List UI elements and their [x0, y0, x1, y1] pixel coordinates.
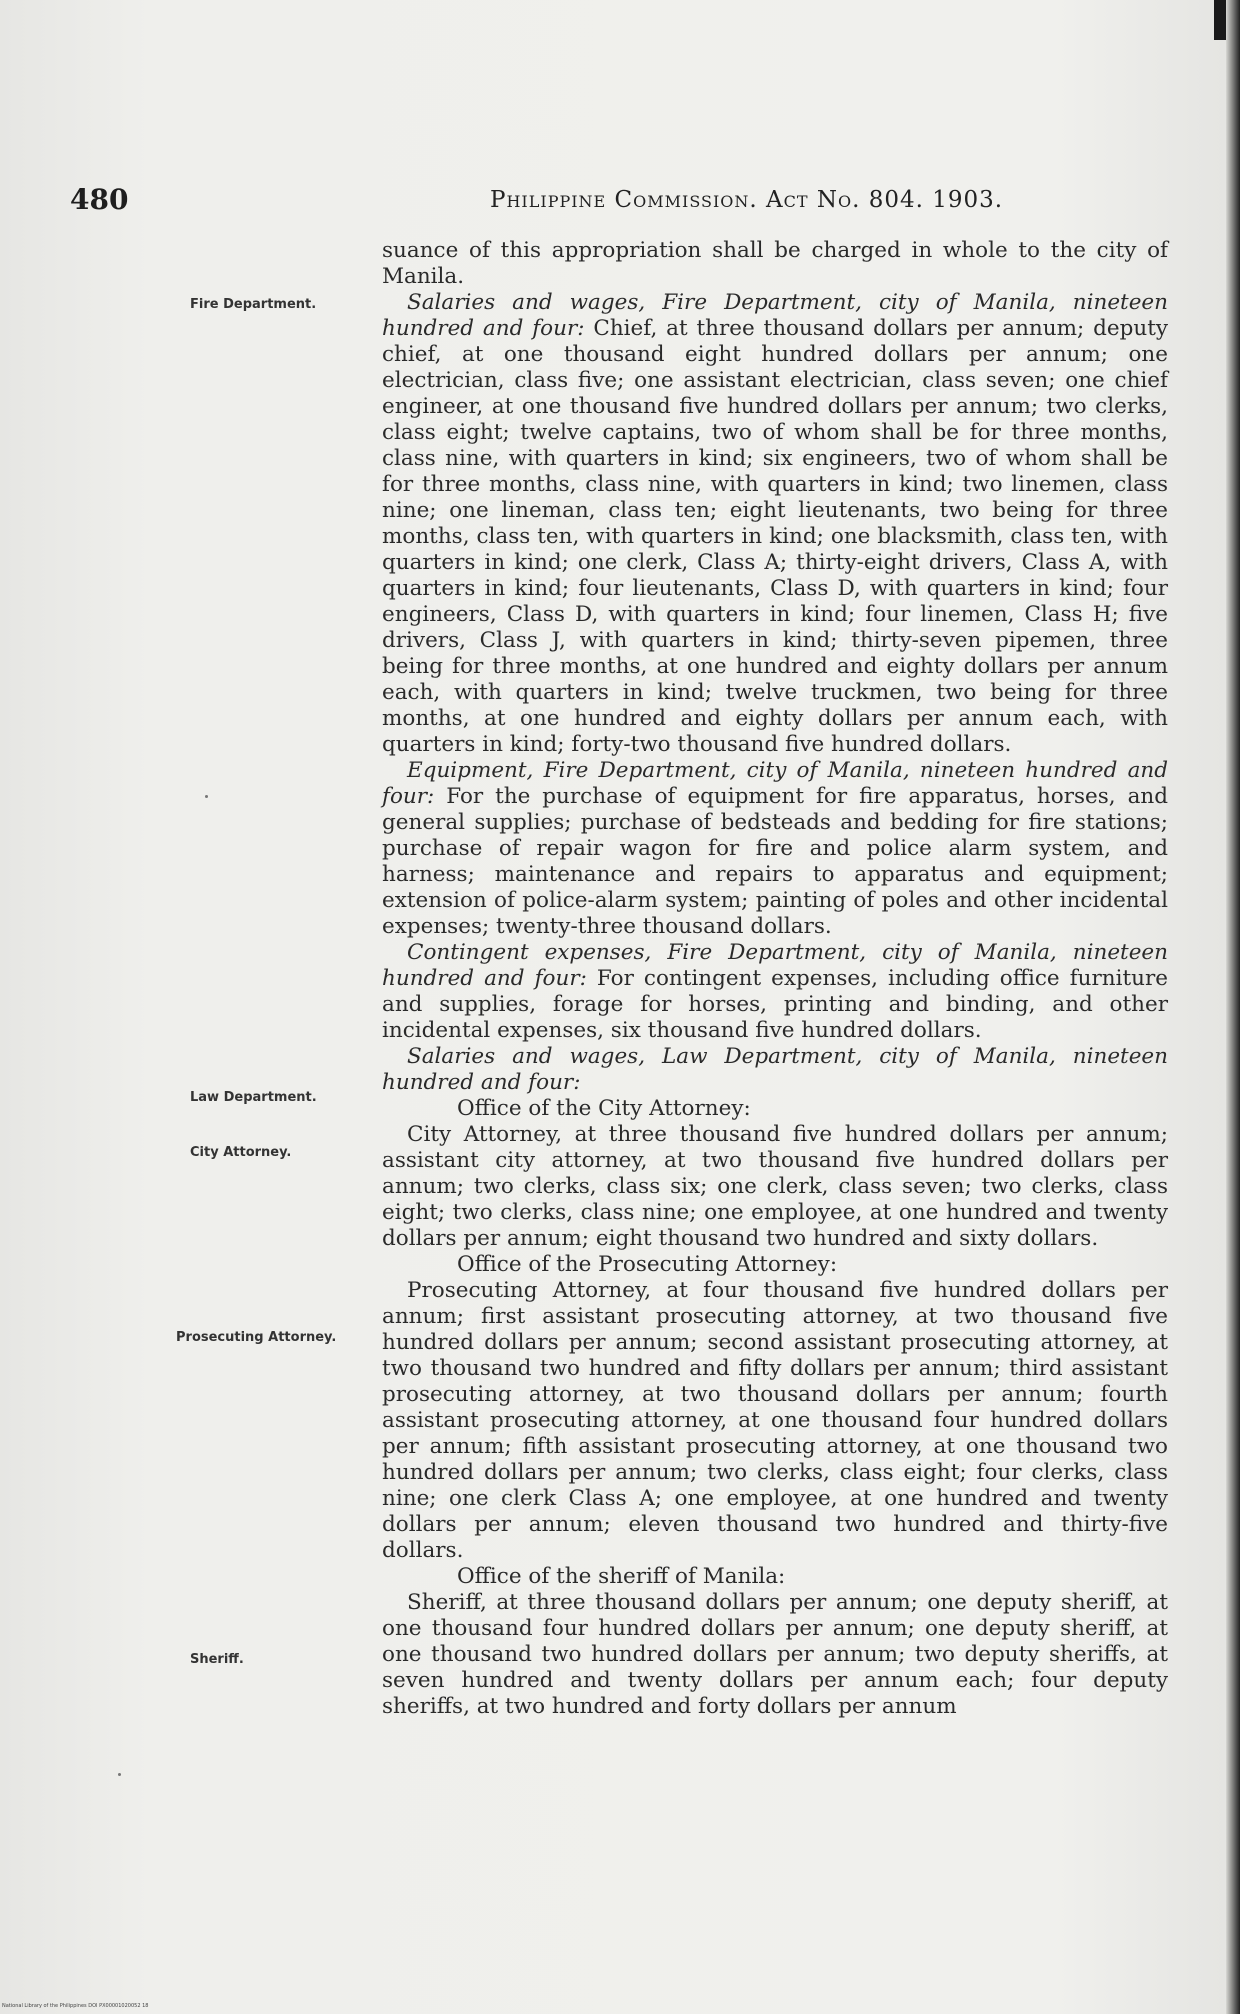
paragraph: Sheriff, at three thousand dollars per annum; one deputy sheriff, at one thousand four hundred dollars per annum; one deputy sheriff, at one thousand two hundred dollars per annum; two deputy sheriffs, at seven hundred and twenty dollars per annum each; four deputy sheriffs, at two hundred and forty dollars per annum	[382, 1590, 1168, 1719]
paragraph: Prosecuting Attorney, at four thousand five hundred dollars per annum; first assistant prosecuting attorney, at two thousand five hundred dollars per annum; second assistant prosecuting attorney, at two thousand two hundred and fifty dollars per annum; third assistant prosecuting attorney, at two thousand dollars per annum; fourth assistant prosecuting attorney, at one thousand four hundred dollars per annum; fifth assistant prosecuting attorney, at one thousand two hundred dollars per annum; two clerks, class eight; four clerks, class nine; one clerk Class A; one employee, at one hundred and twenty dollars per annum; eleven thousand two hundred and thirty-five dollars.	[382, 1278, 1168, 1563]
running-head: Philippine Commission. Act No. 804. 1903.	[490, 187, 1004, 213]
page-number: 480	[70, 183, 129, 216]
margin-note-law-department: Law Department.	[190, 1090, 317, 1105]
office-heading: Office of the Prosecuting Attorney:	[457, 1252, 838, 1277]
paper-speck	[205, 795, 208, 798]
paragraph-heading: Salaries and wages, Fire Department, city of Manila, nineteen hundred and four:	[382, 290, 1168, 341]
page-edge-shadow	[1226, 0, 1240, 2014]
page-header	[0, 183, 1240, 223]
margin-note-fire-department: Fire Department.	[190, 297, 317, 312]
paragraph: City Attorney, at three thousand five hundred dollars per annum; assistant city attorney, at two thousand five hundred dollars per annum; two clerks, class six; one clerk, class seven; two clerks, class eight; two clerks, class nine; one employee, at one hundred and twenty dollars per annum; eight thousand two hundred and sixty dollars.	[382, 1122, 1168, 1251]
paragraph-heading: Equipment, Fire Department, city of Manila, nineteen hundred and four:	[382, 758, 1168, 809]
paper-speck	[118, 1773, 121, 1776]
paragraph: Salaries and wages, Fire Department, city of Manila, nineteen hundred and four: Chief, at three thousand dollars per annum; deputy chief, at one thousand eight hundred dollars per annum; one electrician, class five; one assistant electrician, class seven; one chief engineer, at one thousand five hundred dollars per annum; two clerks, class eight; twelve captains, two of whom shall be for three months, class nine, with quarters in kind; six engineers, two of whom shall be for three months, class nine, with quarters in kind; two linemen, class nine; one lineman, class ten; eight lieutenants, two being for three months, class ten, with quarters in kind; one blacksmith, class ten, with quarters in kind; one clerk, Class A; thirty-eight drivers, Class A, with quarters in kind; four lieutenants, Class D, with quarters in kind; four engineers, Class D, with quarters in kind; four linemen, Class H; five drivers, Class J, with quarters in kind; thirty-seven pipemen, three being for three months, at one hundred and eighty dollars per annum each, with quarters in kind; twelve truckmen, two being for three months, at one hundred and eighty dollars per annum each, with quarters in kind; forty-two thousand five hundred dollars.	[382, 290, 1168, 757]
paragraph-heading: Contingent expenses, Fire Department, city of Manila, nineteen hundred and four:	[382, 940, 1168, 991]
margin-note-prosecuting-attorney: Prosecuting Attorney.	[176, 1330, 337, 1345]
margin-note-city-attorney: City Attorney.	[190, 1145, 292, 1160]
body-text	[382, 238, 1168, 1720]
paragraph: Contingent expenses, Fire Department, city of Manila, nineteen hundred and four: For contingent expenses, including office furniture and supplies, forage for horses, printing and binding, and other incidental expenses, six thousand five hundred dollars.	[382, 940, 1168, 1043]
paragraph: suance of this appropriation shall be charged in whole to the city of Manila.	[382, 238, 1168, 289]
footer-credit: National Library of the Philippines DOI PX00001020052 18	[2, 2003, 149, 2009]
margin-note-sheriff: Sheriff.	[190, 1652, 244, 1667]
office-heading: Office of the sheriff of Manila:	[457, 1564, 786, 1589]
paragraph	[382, 1044, 1168, 1096]
page-corner-shadow	[1214, 0, 1226, 40]
paragraph-heading: Salaries and wages, Law Department, city of Manila, nineteen hundred and four:	[382, 1044, 1168, 1095]
paragraph: Equipment, Fire Department, city of Manila, nineteen hundred and four: For the purchase of equipment for fire apparatus, horses, and general supplies; purchase of bedsteads and bedding for fire stations; purchase of repair wagon for fire and police alarm system, and harness; maintenance and repairs to apparatus and equipment; extension of police-alarm system; painting of poles and other incidental expenses; twenty-three thousand dollars.	[382, 758, 1168, 939]
office-heading: Office of the City Attorney:	[457, 1096, 751, 1121]
